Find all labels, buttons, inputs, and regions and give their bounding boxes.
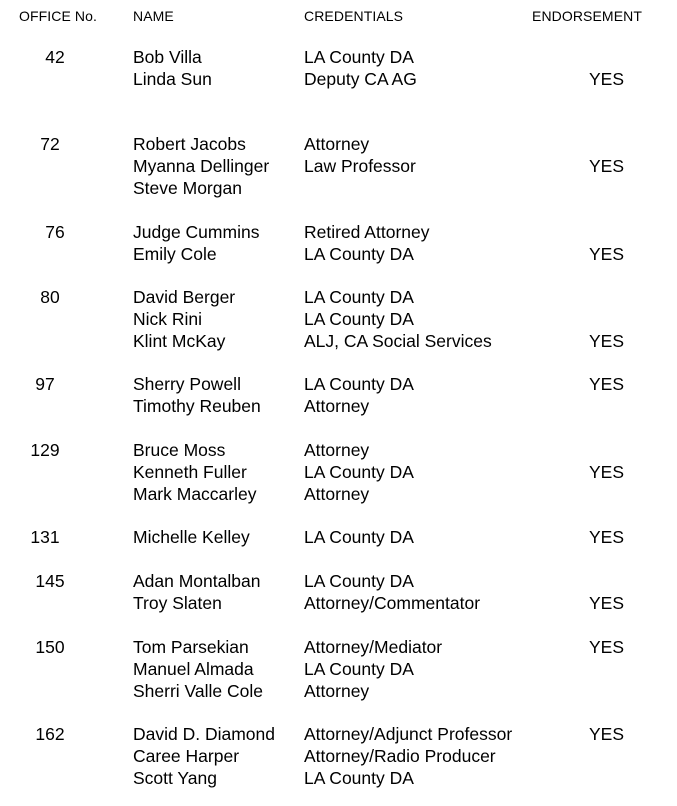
candidate-row — [0, 462, 677, 484]
candidate-credential: Attorney/Mediator — [304, 637, 443, 657]
candidate-row — [0, 724, 677, 746]
candidate-credential: Retired Attorney — [304, 222, 430, 242]
candidate-name: David D. Diamond — [133, 724, 275, 744]
candidate-row — [0, 287, 677, 309]
office-number: 145 — [35, 571, 65, 591]
candidate-name: Michelle Kelley — [133, 527, 250, 547]
candidate-name: Sherri Valle Cole — [133, 680, 264, 701]
candidate-name: Nick Rini — [133, 308, 203, 329]
candidate-credential: Attorney/Commentator — [304, 592, 481, 613]
office-number: 150 — [35, 637, 65, 657]
candidate-credential: Law Professor — [304, 155, 416, 176]
candidate-credential: Deputy CA AG — [304, 68, 417, 89]
candidate-credential: Attorney/Adjunct Professor — [304, 724, 513, 744]
candidate-credential: LA County DA — [304, 767, 414, 788]
candidate-row — [0, 659, 677, 681]
endorsement-mark: YES — [589, 374, 625, 394]
candidate-row — [0, 396, 677, 418]
header-endorsement: ENDORSEMENT — [532, 8, 642, 24]
candidate-row — [0, 768, 677, 790]
header-office-no: OFFICE No. — [19, 8, 98, 24]
office-number: 42 — [45, 47, 65, 67]
office-number: 129 — [30, 440, 60, 460]
office-number: 72 — [40, 134, 60, 154]
candidate-name: Timothy Reuben — [133, 395, 261, 416]
candidate-name: Bob Villa — [133, 47, 202, 67]
candidate-name: Steve Morgan — [133, 177, 242, 198]
candidate-name: Caree Harper — [133, 745, 240, 766]
candidate-name: Linda Sun — [133, 68, 212, 89]
candidate-name: Tom Parsekian — [133, 637, 249, 657]
candidate-credential: Attorney — [304, 680, 370, 701]
candidate-row — [0, 309, 677, 331]
candidate-row — [0, 331, 677, 353]
candidate-credential: LA County DA — [304, 658, 414, 679]
endorsement-mark: YES — [589, 724, 625, 744]
candidate-name: Klint McKay — [133, 330, 226, 351]
candidate-credential: Attorney/Radio Producer — [304, 745, 496, 766]
candidate-row — [0, 593, 677, 615]
candidate-credential: LA County DA — [304, 287, 414, 307]
office-number: 80 — [40, 287, 60, 307]
candidate-credential: ALJ, CA Social Services — [304, 330, 492, 351]
candidate-name: Scott Yang — [133, 767, 217, 788]
candidate-row — [0, 222, 677, 244]
endorsement-mark: YES — [589, 527, 625, 547]
candidate-name: Manuel Almada — [133, 658, 254, 679]
endorsement-mark: YES — [589, 330, 625, 351]
candidate-name: Judge Cummins — [133, 222, 260, 242]
candidate-name: Adan Montalban — [133, 571, 261, 591]
candidate-name: Sherry Powell — [133, 374, 241, 394]
candidate-name: Bruce Moss — [133, 440, 226, 460]
candidate-name: Robert Jacobs — [133, 134, 246, 154]
office-number: 97 — [35, 374, 55, 394]
endorsement-mark: YES — [589, 243, 625, 264]
endorsement-mark: YES — [589, 592, 625, 613]
candidate-credential: LA County DA — [304, 308, 414, 329]
candidate-name: Kenneth Fuller — [133, 461, 247, 482]
candidate-row — [0, 244, 677, 266]
header-credentials: CREDENTIALS — [304, 8, 404, 24]
candidate-row — [0, 484, 677, 506]
candidate-credential: Attorney — [304, 395, 370, 416]
candidate-name: Troy Slaten — [133, 592, 222, 613]
endorsement-mark: YES — [589, 461, 625, 482]
office-number: 162 — [35, 724, 65, 744]
endorsement-mark: YES — [589, 68, 625, 89]
candidate-name: David Berger — [133, 287, 236, 307]
candidate-row — [0, 571, 677, 593]
candidate-credential: LA County DA — [304, 571, 414, 591]
endorsement-mark: YES — [589, 637, 625, 657]
candidate-row — [0, 746, 677, 768]
candidate-row — [0, 527, 677, 549]
candidate-row — [0, 178, 677, 200]
candidate-credential: LA County DA — [304, 461, 414, 482]
candidate-credential: Attorney — [304, 440, 370, 460]
candidate-row — [0, 374, 677, 396]
office-number: 131 — [30, 527, 60, 547]
endorsement-mark: YES — [589, 155, 625, 176]
candidate-row — [0, 681, 677, 703]
candidate-credential: Attorney — [304, 134, 370, 154]
header-name: NAME — [133, 8, 174, 24]
candidate-name: Mark Maccarley — [133, 483, 257, 504]
candidate-name: Myanna Dellinger — [133, 155, 270, 176]
candidate-credential: LA County DA — [304, 374, 414, 394]
candidate-row — [0, 69, 677, 91]
candidate-row — [0, 440, 677, 462]
candidate-credential: Attorney — [304, 483, 370, 504]
candidate-row — [0, 47, 677, 69]
candidate-name: Emily Cole — [133, 243, 217, 264]
candidate-row — [0, 637, 677, 659]
candidate-credential: LA County DA — [304, 243, 414, 264]
candidate-credential: LA County DA — [304, 47, 414, 67]
office-number: 76 — [45, 222, 65, 242]
candidate-row — [0, 156, 677, 178]
candidate-credential: LA County DA — [304, 527, 414, 547]
candidate-row — [0, 134, 677, 156]
